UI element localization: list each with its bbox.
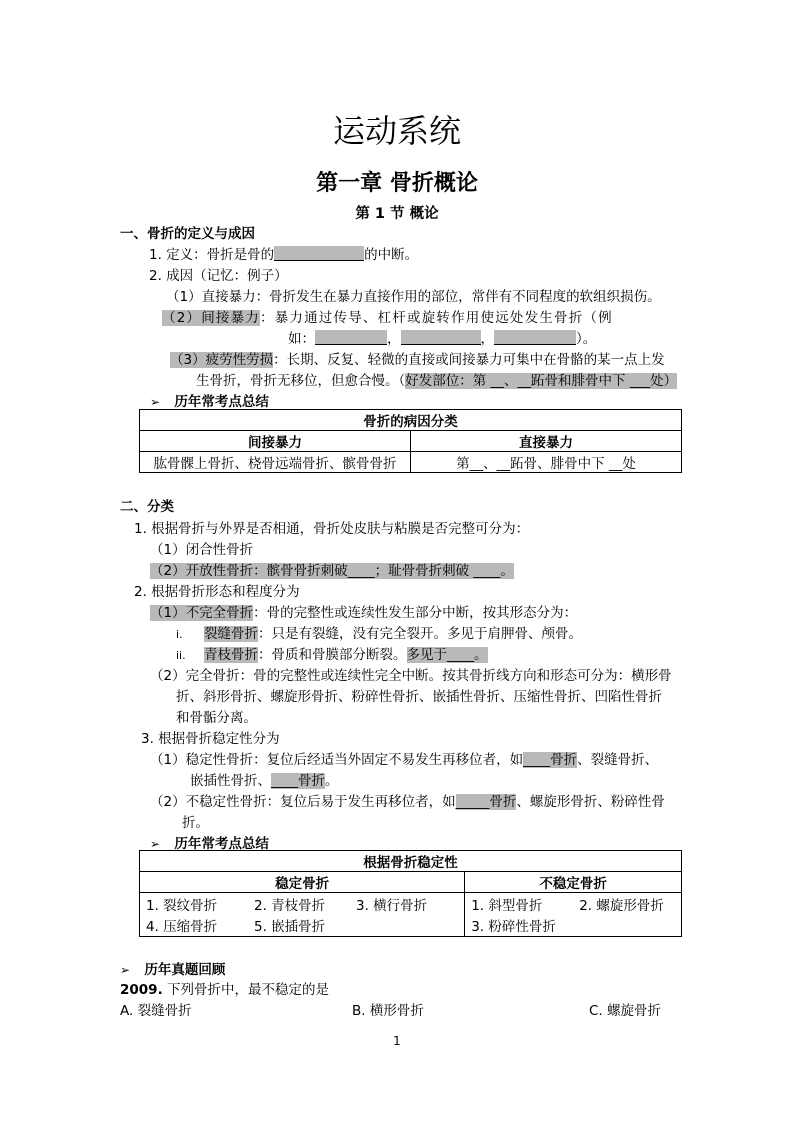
stable-line2-end: 。 — [325, 773, 339, 789]
unstable-fracture-2: 折。 — [182, 815, 209, 831]
incomplete-fracture — [150, 601, 577, 621]
review-heading — [120, 958, 225, 978]
greenstick-num: ii. — [176, 649, 186, 662]
indirect-force-line — [162, 306, 613, 326]
document-title: 运动系统 — [332, 112, 461, 150]
unstable-item: 3. 粉碎性骨折 — [471, 919, 556, 935]
stable-text-2: 、裂缝骨折、 — [577, 752, 659, 768]
stability-table-col-stable: 稳定骨折 — [140, 872, 465, 893]
stability-table — [139, 850, 682, 937]
stable-fracture — [150, 748, 658, 768]
crack-fracture — [176, 622, 582, 642]
cause-table — [139, 409, 682, 473]
cause-table-title: 骨折的病因分类 — [140, 410, 682, 431]
fatigue-line-2 — [196, 369, 677, 389]
greenstick-highlight: 多见于____。 — [406, 647, 488, 663]
class-3-line: 3. 根据骨折稳定性分为 — [141, 731, 280, 747]
class-2-line: 2. 根据骨折形态和程度分为 — [134, 584, 300, 600]
option-a: A. 裂缝骨折 — [120, 1003, 192, 1019]
closed-fracture: （1）闭合性骨折 — [150, 542, 254, 558]
complete-fracture-1: （2）完全骨折：骨的完整性或连续性完全中断。按其骨折线方向和形态可分为：横形骨 — [150, 668, 672, 684]
class-1-line: 1. 根据骨折与外界是否相通，骨折处皮肤与粘膜是否完整可分为： — [134, 521, 530, 537]
example-blank-3 — [494, 330, 576, 345]
option-c: C. 螺旋骨折 — [589, 1003, 662, 1019]
example-blank-1 — [315, 330, 387, 345]
examples-sep-2: ， — [480, 331, 494, 347]
fatigue-text: ：长期、反复、轻微的直接或间接暴力可集中在骨骼的某一点上发 — [273, 352, 665, 368]
greenstick-fracture — [176, 643, 488, 663]
summary-heading-2-label: 历年常考点总结 — [174, 836, 269, 852]
unstable-fracture — [150, 790, 665, 810]
incomplete-fracture-text: ：骨的完整性或连续性发生部分中断，按其形态分为： — [253, 605, 578, 621]
indirect-force-text: ：暴力通过传导、杠杆或旋转作用使远处发生骨折（例 — [260, 310, 613, 326]
cause-table-col-direct: 直接暴力 — [411, 431, 682, 452]
stable-highlight: ____骨折 — [523, 752, 578, 768]
stable-item: 2. 青枝骨折 — [254, 898, 326, 914]
arrow-icon: ➢ — [150, 837, 161, 851]
unstable-item: 1. 斜型骨折 — [471, 898, 543, 914]
unstable-highlight: _____骨折 — [455, 794, 517, 810]
crack-text: ：只是有裂缝，没有完全裂开。多见于肩胛骨、颅骨。 — [258, 626, 582, 642]
summary-heading-1-label: 历年常考点总结 — [174, 394, 269, 410]
review-heading-label: 历年真题回顾 — [144, 962, 226, 978]
stability-table-title: 根据骨折稳定性 — [140, 851, 682, 872]
open-fracture — [150, 559, 514, 579]
crack-tag: 裂缝骨折 — [204, 626, 258, 642]
unstable-text-2: 、螺旋形骨折、粉碎性骨 — [516, 794, 665, 810]
unstable-text: （2）不稳定性骨折：复位后易于发生再移位者，如 — [150, 794, 456, 810]
greenstick-tag: 青枝骨折 — [204, 647, 258, 663]
indirect-force-tag: （2）间接暴力 — [162, 310, 260, 326]
fatigue-line — [170, 348, 665, 368]
section-2-heading: 二、分类 — [120, 499, 174, 515]
section-title: 第 1 节 概论 — [355, 206, 439, 222]
stable-item: 4. 压缩骨折 — [146, 919, 218, 935]
summary-heading-1 — [150, 390, 269, 410]
section-1-heading: 一、骨折的定义与成因 — [120, 226, 255, 242]
stability-table-unstable-cell — [465, 893, 682, 937]
chapter-title: 第一章 骨折概论 — [316, 170, 478, 196]
question — [120, 978, 329, 998]
stability-table-col-unstable: 不稳定骨折 — [465, 872, 682, 893]
cause-heading: 2. 成因（记忆：例子） — [149, 268, 288, 284]
definition-blank — [274, 246, 364, 261]
arrow-icon: ➢ — [150, 395, 161, 409]
indirect-force-examples — [288, 327, 596, 347]
stability-table-stable-cell — [140, 893, 465, 937]
fatigue-tag: （3）疲劳性劳损 — [170, 352, 274, 368]
unstable-item: 2. 螺旋形骨折 — [579, 898, 664, 914]
page-number: 1 — [393, 1034, 401, 1048]
fatigue-text-2: 生骨折，骨折无移位，但愈合慢。（ — [196, 373, 406, 389]
incomplete-fracture-tag: （1）不完全骨折 — [150, 605, 254, 621]
examples-prefix: 如： — [288, 331, 315, 347]
question-year: 2009. — [120, 982, 163, 998]
definition-line — [149, 243, 418, 263]
question-text: 下列骨折中，最不稳定的是 — [167, 982, 329, 998]
example-blank-2 — [401, 330, 481, 345]
crack-num: i. — [176, 628, 183, 641]
definition-suffix: 的中断。 — [364, 247, 419, 263]
stable-item: 3. 横行骨折 — [356, 898, 428, 914]
stable-line2-text: 嵌插性骨折、 — [190, 773, 271, 789]
cause-table-col-indirect: 间接暴力 — [140, 431, 411, 452]
examples-suffix: ）。 — [576, 331, 597, 347]
complete-fracture-2: 折、斜形骨折、螺旋形骨折、粉碎性骨折、嵌插性骨折、压缩性骨折、凹陷性骨折 — [176, 689, 662, 705]
stable-item: 1. 裂纹骨折 — [146, 898, 218, 914]
arrow-icon: ➢ — [120, 963, 131, 977]
stable-item: 5. 嵌插骨折 — [254, 919, 326, 935]
fatigue-site-highlight: 好发部位：第 __、__跖骨和腓骨中下 ___处） — [405, 373, 678, 389]
summary-heading-2 — [150, 832, 269, 852]
greenstick-text: ：骨质和骨膜部分断裂。 — [258, 647, 407, 663]
complete-fracture-3: 和骨骺分离。 — [176, 710, 257, 726]
option-b: B. 横形骨折 — [352, 1003, 424, 1019]
stable-line2-highlight: ____骨折 — [271, 773, 325, 789]
open-fracture-highlight: （2）开放性骨折：髌骨骨折刺破____；耻骨骨折刺破 ____。 — [150, 563, 514, 579]
stable-fracture-2 — [190, 769, 339, 789]
cause-table-cell-indirect: 肱骨髁上骨折、桡骨远端骨折、髌骨骨折 — [140, 452, 411, 473]
cause-table-cell-direct: 第__、__跖骨、腓骨中下 __处 — [411, 452, 682, 473]
stable-text: （1）稳定性骨折：复位后经适当外固定不易发生再移位者，如 — [150, 752, 524, 768]
examples-sep-1: ， — [387, 331, 401, 347]
direct-force-line: （1）直接暴力：骨折发生在暴力直接作用的部位，常伴有不同程度的软组织损伤。 — [166, 289, 661, 305]
definition-prefix: 1. 定义：骨折是骨的 — [149, 247, 275, 263]
